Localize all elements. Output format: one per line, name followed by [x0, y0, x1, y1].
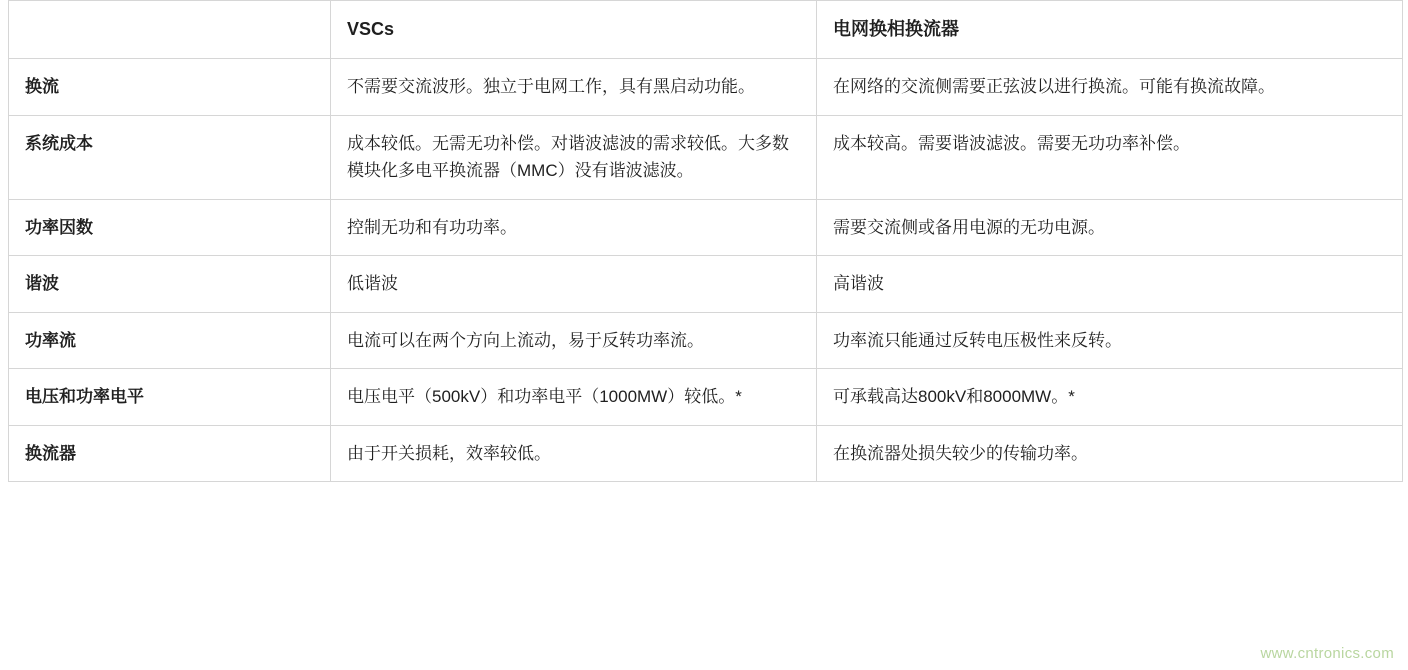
row-header-voltage-power-level: 电压和功率电平 [9, 369, 331, 426]
cell-lcc-power-flow [817, 312, 1403, 369]
cell-lcc-converter [817, 425, 1403, 482]
cell-text: 由于开关损耗，效率较低。 [347, 443, 551, 463]
table-row [9, 115, 1403, 199]
cell-vsc-converter [331, 425, 817, 482]
table-row [9, 425, 1403, 482]
cell-text: 高谐波 [833, 274, 884, 294]
cell-text: 成本较高。需要谐波滤波。需要无功功率补偿。 [833, 133, 1190, 153]
table-row [9, 256, 1403, 313]
cell-text: 需要交流侧或备用电源的无功电源。 [833, 217, 1105, 237]
table-row [9, 369, 1403, 426]
row-header-converter: 换流器 [9, 425, 331, 482]
cell-text: 成本较低。无需无功补偿。对谐波滤波的需求较低。大多数模块化多电平换流器（MMC）没有谐波滤波。 [347, 133, 789, 181]
table-body [9, 59, 1403, 482]
table-row [9, 199, 1403, 256]
cell-lcc-commutation [817, 59, 1403, 116]
cell-text: 功率流只能通过反转电压极性来反转。 [833, 330, 1122, 350]
cell-text: 控制无功和有功功率。 [347, 217, 517, 237]
cell-lcc-harmonics [817, 256, 1403, 313]
table-row [9, 312, 1403, 369]
row-header-power-factor: 功率因数 [9, 199, 331, 256]
cell-vsc-harmonics [331, 256, 817, 313]
cell-text: 电流可以在两个方向上流动，易于反转功率流。 [347, 330, 704, 350]
cell-text: 不需要交流波形。独立于电网工作，具有黑启动功能。 [347, 77, 755, 97]
cell-vsc-voltage-power-level [331, 369, 817, 426]
cell-text: 在换流器处损失较少的传输功率。 [833, 443, 1088, 463]
table-row [9, 59, 1403, 116]
row-header-system-cost: 系统成本 [9, 115, 331, 199]
cell-text: 在网络的交流侧需要正弦波以进行换流。可能有换流故障。 [833, 77, 1275, 97]
table-header [9, 1, 1403, 59]
cell-vsc-commutation [331, 59, 817, 116]
row-header-power-flow: 功率流 [9, 312, 331, 369]
row-header-commutation: 换流 [9, 59, 331, 116]
cell-text: 可承载高达800kV和8000MW。* [833, 387, 1075, 407]
comparison-table [8, 0, 1403, 482]
row-header-harmonics: 谐波 [9, 256, 331, 313]
cell-text: 低谐波 [347, 274, 398, 294]
table-header-row [9, 1, 1403, 59]
site-watermark: www.cntronics.com [1260, 645, 1394, 662]
cell-vsc-power-factor [331, 199, 817, 256]
cell-lcc-power-factor [817, 199, 1403, 256]
cell-vsc-power-flow [331, 312, 817, 369]
column-header-lcc: 电网换相换流器 [817, 1, 1403, 59]
cell-vsc-system-cost [331, 115, 817, 199]
column-header-blank [9, 1, 331, 59]
column-header-vsc: VSCs [331, 1, 817, 59]
cell-lcc-system-cost [817, 115, 1403, 199]
cell-text: 电压电平（500kV）和功率电平（1000MW）较低。* [347, 387, 742, 407]
cell-lcc-voltage-power-level [817, 369, 1403, 426]
